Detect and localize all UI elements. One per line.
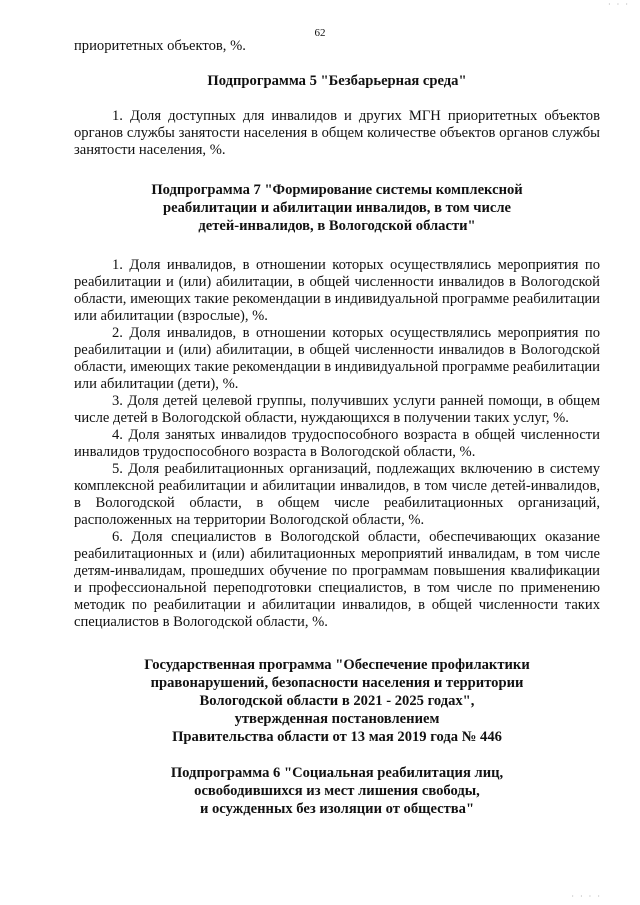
scan-artifact-top: · · ·: [608, 0, 630, 9]
subprogram-5-heading: [74, 72, 600, 90]
heading-line: реабилитации и абилитации инвалидов, в том числе: [163, 200, 511, 216]
heading-line: и осужденных без изоляции от общества": [199, 801, 475, 817]
subprogram-7-item-1: 1. Доля инвалидов, в отношении которых осуществлялись мероприятия по реабилитации и (или) абилитации, в общей численности инвалидов в Вологодской области, имеющих такие рекомендации в индивидуальной программе реабилитации или абилитации (взрослые), %.: [74, 257, 600, 324]
subprogram-7-item-6: 6. Доля специалистов в Вологодской области, обеспечивающих оказание реабилитационных и (или) абилитационных мероприятий инвалидам, в том числе детям-инвалидам, прошедших обучение по программам повышения квалификации и профессиональной переподготовки специалистов, в том числе по применению методик по реабилитации и абилитации инвалидов, в общей численности таких специалистов в Вологодской области, %.: [74, 529, 600, 630]
intro-fragment: приоритетных объектов, %.: [74, 38, 246, 54]
heading-line: правонарушений, безопасности населения и территории: [150, 675, 524, 691]
document-body: [74, 38, 600, 818]
subprogram-7-item-3: 3. Доля детей целевой группы, получивших услуги ранней помощи, в общем числе детей в Вологодской области, нуждающихся в получении таких услуг, %.: [74, 393, 600, 426]
page-number: 62: [314, 27, 326, 39]
heading-line: освободившихся из мест лишения свободы,: [194, 783, 480, 799]
subprogram-6-heading: [74, 764, 600, 818]
scan-artifact-bottom: · · · ·: [571, 892, 602, 901]
subprogram-7-item-4: 4. Доля занятых инвалидов трудоспособного возраста в общей численности инвалидов трудоспособного возраста в Вологодской области, %.: [74, 427, 600, 460]
subprogram-7-item-5: 5. Доля реабилитационных организаций, подлежащих включению в систему комплексной реабилитации и абилитации инвалидов, в том числе детей-инвалидов, в Вологодской области, в общем числе реабилитационных организаций, расположенных на территории Вологодской области, %.: [74, 461, 600, 528]
subprogram-5-item-1: 1. Доля доступных для инвалидов и других МГН приоритетных объектов органов службы занятости населения в общем количестве объектов органов службы занятости населения, %.: [74, 108, 600, 158]
heading-line: утвержденная постановлением: [234, 711, 440, 727]
heading-line: Подпрограмма 7 "Формирование системы комплексной: [151, 182, 523, 198]
heading-line: Вологодской области в 2021 - 2025 годах",: [199, 693, 475, 709]
subprogram-7-item-2: 2. Доля инвалидов, в отношении которых осуществлялись мероприятия по реабилитации и (или) абилитации, в общей численности инвалидов в Вологодской области, имеющих такие рекомендации в индивидуальной программе реабилитации или абилитации (дети), %.: [74, 325, 600, 392]
heading-line: Подпрограмма 5 "Безбарьерная среда": [207, 73, 467, 89]
subprogram-7-heading: [74, 181, 600, 235]
heading-line: Государственная программа "Обеспечение профилактики: [144, 657, 530, 673]
heading-line: Подпрограмма 6 "Социальная реабилитация лиц,: [170, 765, 504, 781]
heading-line: детей-инвалидов, в Вологодской области": [198, 218, 476, 234]
state-program-heading: [74, 656, 600, 746]
heading-line: Правительства области от 13 мая 2019 года № 446: [172, 729, 502, 745]
